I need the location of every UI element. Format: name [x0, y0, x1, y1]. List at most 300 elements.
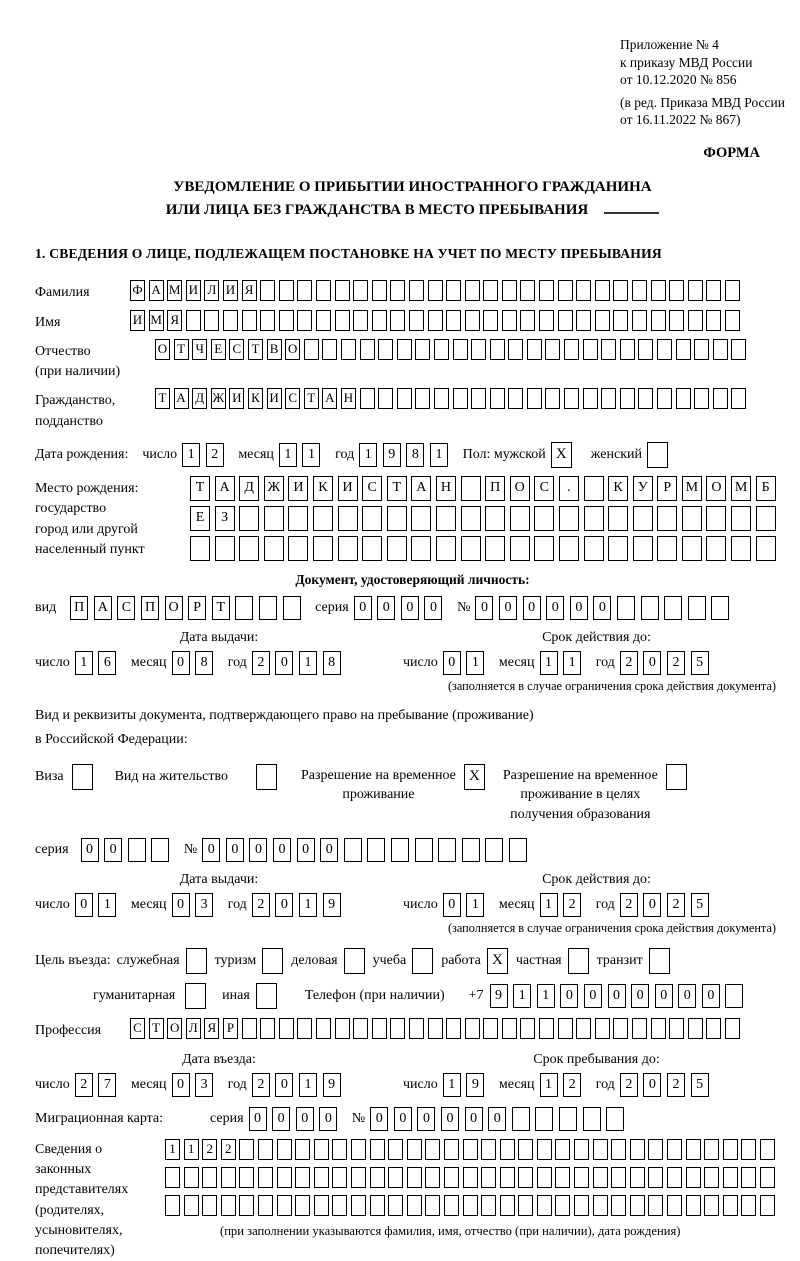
doc-expiry-year [620, 651, 714, 675]
birthplace-line2-box [387, 506, 407, 531]
representatives-line2-box [518, 1167, 533, 1188]
migration-number-field-box [535, 1107, 553, 1131]
sex-male-checkbox [551, 442, 572, 468]
representatives-line1-box [239, 1139, 254, 1160]
surname-field-box: И [223, 280, 238, 301]
temp-residence-edu-label: Разрешение на временное проживание в целях получения образования [502, 767, 658, 822]
citizenship-field-box [415, 388, 430, 409]
identity-doc-row [35, 596, 790, 620]
birthplace-line1-box: Д [239, 476, 259, 501]
birthplace-line2-box [288, 506, 308, 531]
representatives-line3-box [202, 1195, 217, 1216]
firstname-field-box [390, 310, 405, 331]
birthplace-line1-box: Б [756, 476, 776, 501]
purpose-work-label: работа [441, 953, 481, 969]
doc-expiry-day-box: 1 [466, 651, 484, 675]
forma-label: ФОРМА [703, 144, 760, 161]
birthdate-month-field-box: 1 [279, 443, 297, 467]
representatives-line3-box [277, 1195, 292, 1216]
birthplace-line3-box [215, 536, 235, 561]
citizenship-sublabel: подданство [35, 413, 103, 429]
surname-field-box [688, 280, 703, 301]
representatives-line1-box: 1 [184, 1139, 199, 1160]
citizenship-field-box: А [174, 388, 189, 409]
firstname-field-box [353, 310, 368, 331]
stay-until-year-box: 0 [643, 1073, 661, 1097]
representatives-line1-box [723, 1139, 738, 1160]
patronymic-field-box [415, 339, 430, 360]
purpose-business-label: деловая [291, 953, 338, 969]
stay-expiry-col [403, 872, 790, 936]
representatives-line2-box [277, 1167, 292, 1188]
stay-issue-day-box: 0 [75, 893, 93, 917]
doc-number-field-box: 0 [570, 596, 588, 620]
birthplace-line2-box [756, 506, 776, 531]
representatives-line3-box [574, 1195, 589, 1216]
doc-number-field-box [664, 596, 682, 620]
citizenship-field-box [360, 388, 375, 409]
profession-field-box [428, 1018, 443, 1039]
stay-number-field-box: 0 [202, 838, 220, 862]
stay-doc-seria-row [35, 838, 790, 862]
patronymic-field-box [545, 339, 560, 360]
doc-expiry-title: Срок действия до: [542, 630, 651, 646]
citizenship-field [155, 388, 750, 409]
doc-expiry-year-box: 5 [691, 651, 709, 675]
firstname-field-box [186, 310, 201, 331]
temp-residence-edu-checkbox-box [666, 764, 687, 790]
surname-field-box [558, 280, 573, 301]
surname-field-box [595, 280, 610, 301]
phone-field-box: 0 [631, 984, 649, 1008]
purpose-humanitarian-checkbox [185, 983, 206, 1009]
surname-field-box [520, 280, 535, 301]
stay-doc-options [35, 764, 790, 825]
birthplace-line2-box [436, 506, 456, 531]
stay-seria-field-box: 0 [104, 838, 122, 862]
citizenship-field-box [694, 388, 709, 409]
citizenship-field-box: К [248, 388, 263, 409]
firstname-field-box [595, 310, 610, 331]
doc-type-field-box: Т [212, 596, 230, 620]
patronymic-field-box: Ч [192, 339, 207, 360]
surname-field-box: И [186, 280, 201, 301]
entry-date-title: Дата въезда: [182, 1051, 256, 1067]
patronymic-field-box [583, 339, 598, 360]
patronymic-field-box [322, 339, 337, 360]
representatives-row [35, 1137, 790, 1261]
stay-seria-label: серия [35, 842, 69, 858]
migration-number-field-box: 0 [417, 1107, 435, 1131]
sex-male-checkbox-box: X [551, 442, 572, 468]
birthplace-line1-box: Т [190, 476, 210, 501]
birthplace-line1-box: Н [436, 476, 456, 501]
patronymic-field-box: Т [174, 339, 189, 360]
surname-field-box [409, 280, 424, 301]
doc-type-label: вид [35, 600, 57, 616]
birthplace-line3-box [190, 536, 210, 561]
doc-seria-field-box: 0 [424, 596, 442, 620]
representatives-line3-box [500, 1195, 515, 1216]
patronymic-row [35, 339, 790, 383]
citizenship-field-box: С [285, 388, 300, 409]
patronymic-field-box [490, 339, 505, 360]
profession-field-box: Р [223, 1018, 238, 1039]
profession-field-box [409, 1018, 424, 1039]
patronymic-field-box [620, 339, 635, 360]
purpose-study-label: учеба [372, 953, 407, 969]
representatives-line2-box [239, 1167, 254, 1188]
surname-field-box [372, 280, 387, 301]
purpose-transit-checkbox [649, 948, 670, 974]
birthplace-line2-box [313, 506, 333, 531]
birthplace-line3 [190, 536, 780, 561]
stay-until-day-box: 1 [443, 1073, 461, 1097]
stay-number-field-box: 0 [226, 838, 244, 862]
doc-issue-col [35, 630, 403, 694]
birthplace-line1-box: С [534, 476, 554, 501]
doc-type-field-box [259, 596, 277, 620]
patronymic-field-box: В [267, 339, 282, 360]
firstname-field-box [520, 310, 535, 331]
patronymic-label: Отчество (при наличии) [35, 339, 155, 383]
birthplace-line1-box: И [288, 476, 308, 501]
firstname-field-box [688, 310, 703, 331]
visa-checkbox-box [72, 764, 93, 790]
section1-heading: 1. СВЕДЕНИЯ О ЛИЦЕ, ПОДЛЕЖАЩЕМ ПОСТАНОВКЕ НА УЧЕТ ПО МЕСТУ ПРЕБЫВАНИЯ [35, 246, 662, 262]
citizenship-field-box [490, 388, 505, 409]
representatives-line2-box [332, 1167, 347, 1188]
surname-row [35, 280, 790, 303]
doc-issue-month [172, 651, 219, 675]
profession-field-box [576, 1018, 591, 1039]
doc-issue-day [75, 651, 122, 675]
representatives-line2-box [314, 1167, 329, 1188]
patronymic-field-box [676, 339, 691, 360]
stay-expiry-date: число 0 1 месяц 1 2 год 2 0 2 5 [403, 893, 790, 917]
representatives-line1-box [463, 1139, 478, 1160]
doc-number-field-box: 0 [475, 596, 493, 620]
appendix-line: к приказу МВД России [620, 54, 753, 70]
profession-field-box [242, 1018, 257, 1039]
migration-number-field-box: 0 [441, 1107, 459, 1131]
birthdate-year-field [359, 443, 453, 467]
representatives-line3-box [407, 1195, 422, 1216]
stay-until-col [403, 1052, 790, 1097]
stay-expiry-month [540, 893, 587, 917]
birthplace-line2-box [534, 506, 554, 531]
patronymic-field-box: О [285, 339, 300, 360]
firstname-field-box [651, 310, 666, 331]
birthplace-line1-box: К [608, 476, 628, 501]
birthdate-month-label: месяц [238, 447, 274, 463]
purpose-private-checkbox-box [568, 948, 589, 974]
stay-issue-month-box: 0 [172, 893, 190, 917]
profession-field-box: О [167, 1018, 182, 1039]
birthplace-line2-box [264, 506, 284, 531]
stay-number-field-box [344, 838, 362, 862]
doc-number-field-box: 0 [546, 596, 564, 620]
entry-month-box: 0 [172, 1073, 190, 1097]
purpose-official-label: служебная [116, 953, 180, 969]
patronymic-field-box [360, 339, 375, 360]
migration-number-field-box: 0 [394, 1107, 412, 1131]
purpose-private-label: частная [515, 953, 562, 969]
birthplace-line3-box [756, 536, 776, 561]
citizenship-field-box [378, 388, 393, 409]
citizenship-field-box [471, 388, 486, 409]
visa-checkbox [72, 764, 93, 790]
representatives-line1-box [611, 1139, 626, 1160]
firstname-field-box [483, 310, 498, 331]
stay-seria-field-box [151, 838, 169, 862]
profession-row [35, 1018, 790, 1041]
purpose-tourism-label: туризм [214, 953, 257, 969]
entry-year-box: 9 [323, 1073, 341, 1097]
migration-number-field-box [606, 1107, 624, 1131]
doc-type-field-box: С [117, 596, 135, 620]
entry-day-box: 2 [75, 1073, 93, 1097]
doc-type-field-box: А [94, 596, 112, 620]
phone-label: Телефон (при наличии) [304, 988, 445, 1004]
doc-type-field [70, 596, 306, 620]
stay-issue-title: Дата выдачи: [179, 872, 259, 888]
doc-issue-month-box: 0 [172, 651, 190, 675]
stay-until-year [620, 1073, 714, 1097]
stay-number-field-box [367, 838, 385, 862]
firstname-field-box: И [130, 310, 145, 331]
representatives-line1-box [555, 1139, 570, 1160]
representatives-line1-box [537, 1139, 552, 1160]
birthplace-line1-box: П [485, 476, 505, 501]
entry-year-box: 1 [299, 1073, 317, 1097]
profession-field-box [279, 1018, 294, 1039]
representatives-line3-box [314, 1195, 329, 1216]
representatives-line2-box [407, 1167, 422, 1188]
residence-permit-checkbox [256, 764, 277, 790]
purpose-transit-label: транзит [596, 953, 643, 969]
surname-field-box [539, 280, 554, 301]
phone-field-box: 0 [655, 984, 673, 1008]
representatives-line2-box [184, 1167, 199, 1188]
doc-seria-field-box: 0 [401, 596, 419, 620]
stay-issue-month [172, 893, 219, 917]
doc-expiry-day-box: 0 [443, 651, 461, 675]
doc-issue-year-box: 1 [299, 651, 317, 675]
surname-field-box [669, 280, 684, 301]
doc-number-field-box [617, 596, 635, 620]
doc-seria-field [354, 596, 448, 620]
citizenship-field-box: Т [304, 388, 319, 409]
surname-field-box [706, 280, 721, 301]
representatives-line2-box [221, 1167, 236, 1188]
profession-field-box [669, 1018, 684, 1039]
surname-field-box: М [167, 280, 182, 301]
birthplace-line2-box [608, 506, 628, 531]
patronymic-field-box [508, 339, 523, 360]
stay-number-field-box: 0 [249, 838, 267, 862]
firstname-label: Имя [35, 314, 61, 330]
temp-residence-edu-checkbox [666, 764, 687, 790]
representatives-line1-box: 2 [202, 1139, 217, 1160]
profession-field-box [539, 1018, 554, 1039]
phone-field-box: 9 [490, 984, 508, 1008]
stay-until-year-box: 5 [691, 1073, 709, 1097]
phone-prefix: +7 [468, 988, 484, 1004]
representatives-line2-box [760, 1167, 775, 1188]
doc-number-field-box [641, 596, 659, 620]
patronymic-field-box [564, 339, 579, 360]
birthplace-line1-box: И [338, 476, 358, 501]
representatives-line3-box [760, 1195, 775, 1216]
citizenship-field-box: Т [155, 388, 170, 409]
representatives-line3-box [518, 1195, 533, 1216]
migration-seria-field-box: 0 [319, 1107, 337, 1131]
birthdate-year-field-box: 1 [430, 443, 448, 467]
representatives-line2-box [202, 1167, 217, 1188]
stay-number-field-box [438, 838, 456, 862]
birthplace-line2-box [633, 506, 653, 531]
representatives-line2-box [630, 1167, 645, 1188]
birthdate-day-field-box: 2 [206, 443, 224, 467]
purpose-humanitarian-label: гуманитарная [93, 988, 176, 1004]
birthplace-label: Место рождения: государство город или другой населенный пункт [35, 481, 145, 557]
stay-issue-year-box: 2 [252, 893, 270, 917]
migration-card-label: Миграционная карта: [35, 1110, 164, 1126]
patronymic-field-box [657, 339, 672, 360]
identity-doc-heading: Документ, удостоверяющий личность: [295, 572, 530, 588]
representatives-line3-box [741, 1195, 756, 1216]
profession-field-box [316, 1018, 331, 1039]
surname-field-box [335, 280, 350, 301]
doc-issue-date: число 1 6 месяц 0 8 год 2 0 1 8 [35, 651, 403, 675]
entry-dates [35, 1052, 790, 1097]
citizenship-field-box: А [322, 388, 337, 409]
stay-until-year-box: 2 [667, 1073, 685, 1097]
representatives-line3-box [332, 1195, 347, 1216]
firstname-field-box [706, 310, 721, 331]
migration-number-field-box: 0 [465, 1107, 483, 1131]
representatives-label: Сведения о законных представителях (родителях, усыновителях, попечителях) [35, 1141, 129, 1259]
profession-field-box [725, 1018, 740, 1039]
surname-field-box [725, 280, 740, 301]
representatives-line3-box [239, 1195, 254, 1216]
doc-number-label: № [457, 600, 471, 616]
stay-number-label: № [183, 842, 198, 858]
phone-field-box: 0 [608, 984, 626, 1008]
birthplace-line3-box [436, 536, 456, 561]
purpose-label: Цель въезда: [35, 953, 111, 969]
profession-field-box [558, 1018, 573, 1039]
birthplace-line3-box [706, 536, 726, 561]
representatives-line3-box [165, 1195, 180, 1216]
stay-expiry-day-box: 1 [466, 893, 484, 917]
profession-label: Профессия [35, 1023, 102, 1039]
firstname-field-box [223, 310, 238, 331]
representatives-line1-box [760, 1139, 775, 1160]
representatives-line2-box [555, 1167, 570, 1188]
representatives-line1-box [630, 1139, 645, 1160]
stay-expiry-year-box: 2 [620, 893, 638, 917]
sex-label: Пол: мужской [462, 447, 546, 463]
firstname-field-box [465, 310, 480, 331]
doc-expiry-year-box: 0 [643, 651, 661, 675]
entry-month [172, 1073, 219, 1097]
entry-date-col [35, 1052, 403, 1097]
birthdate-year-field-box: 1 [359, 443, 377, 467]
stay-issue-year-box: 9 [323, 893, 341, 917]
patronymic-field-box [341, 339, 356, 360]
profession-field-box [297, 1018, 312, 1039]
representatives-line3-box [351, 1195, 366, 1216]
representatives-line1-box [444, 1139, 459, 1160]
representatives-line1-box [741, 1139, 756, 1160]
stay-expiry-day [443, 893, 490, 917]
patronymic-field-box [453, 339, 468, 360]
firstname-field-box [502, 310, 517, 331]
profession-field-box [260, 1018, 275, 1039]
representatives-line1-box [332, 1139, 347, 1160]
representatives-line3-box [555, 1195, 570, 1216]
stay-issue-col [35, 872, 403, 936]
representatives-line2-box [425, 1167, 440, 1188]
birthplace-line2-box [559, 506, 579, 531]
stay-expiry-year-box: 5 [691, 893, 709, 917]
surname-field-box [297, 280, 312, 301]
purpose-tourism-checkbox-box [262, 948, 283, 974]
purpose-row-1 [35, 948, 790, 974]
citizenship-field-box [731, 388, 746, 409]
firstname-field-box [428, 310, 443, 331]
stay-issue-year-box: 0 [275, 893, 293, 917]
patronymic-field-box [694, 339, 709, 360]
representatives-line2-box [686, 1167, 701, 1188]
birthplace-fields [190, 476, 780, 566]
surname-field-box [353, 280, 368, 301]
birthplace-line1-box: Ж [264, 476, 284, 501]
birthplace-line1-box [584, 476, 604, 501]
representatives-line1-box [425, 1139, 440, 1160]
representatives-line1-box [574, 1139, 589, 1160]
birthplace-line2 [190, 506, 780, 531]
stay-number-field-box: 0 [320, 838, 338, 862]
representatives-line2-box [741, 1167, 756, 1188]
entry-year-box: 0 [275, 1073, 293, 1097]
birthplace-line1-box: К [313, 476, 333, 501]
representatives-line2-box [258, 1167, 273, 1188]
representatives-line1-box [295, 1139, 310, 1160]
birthplace-line3-box [485, 536, 505, 561]
surname-field-box: Л [204, 280, 219, 301]
profession-field-box [335, 1018, 350, 1039]
firstname-field-box [297, 310, 312, 331]
representatives-line1-box [351, 1139, 366, 1160]
citizenship-label: Гражданство, подданство [35, 388, 155, 432]
stay-until-day [443, 1073, 490, 1097]
representatives-line3-box [444, 1195, 459, 1216]
phone-field-box [725, 984, 743, 1008]
citizenship-field-box [508, 388, 523, 409]
birthdate-label: Дата рождения: [35, 447, 129, 463]
doc-issue-day-box: 6 [98, 651, 116, 675]
surname-label: Фамилия [35, 285, 90, 301]
stay-issue-day-box: 1 [98, 893, 116, 917]
migration-number-field-box [559, 1107, 577, 1131]
profession-field [130, 1018, 744, 1039]
representatives-line1-box [500, 1139, 515, 1160]
surname-field-box [260, 280, 275, 301]
stay-seria-field-box [128, 838, 146, 862]
